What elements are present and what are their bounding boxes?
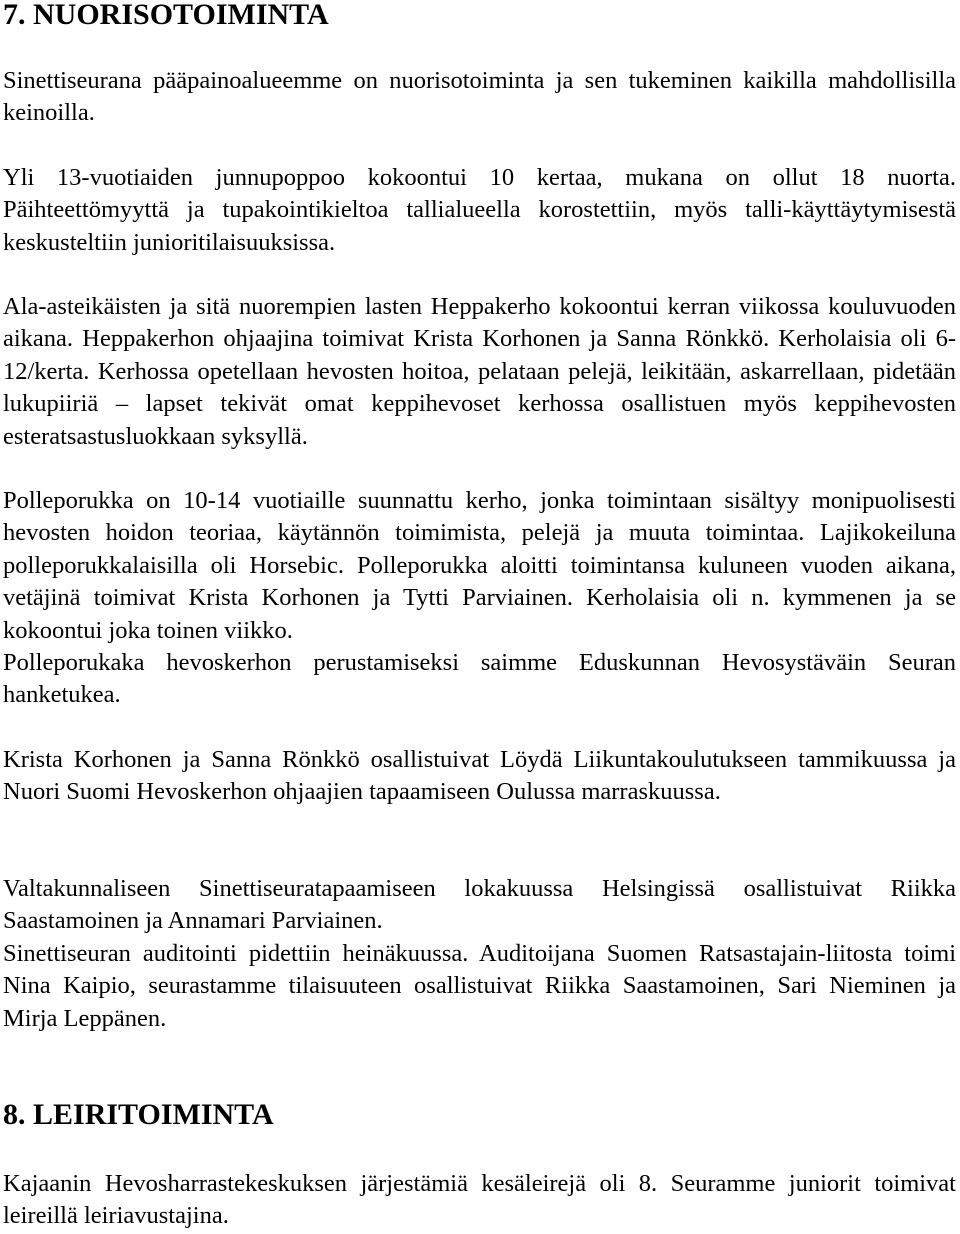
paragraph-polleporukka: Polleporukka on 10-14 vuotiaille suunnattu kerho, jonka toimintaan sisältyy monipuolisesti hevosten hoidon teoriaa, käytännön toimimista, pelejä ja muuta toimintaa. Lajikokeiluna polleporukkalaisilla oli Horsebic. Polleporukka aloitti toimintansa kuluneen vuoden aikana, vetäjinä toimivat Krista Korhonen ja Tytti Parviainen. Kerholaisia oli n. kymmenen ja se kokoontui joka toinen viikko. [3,487,956,644]
paragraph-kesaleirit: Kajaanin Hevosharrastekeskuksen järjestämiä kesäleirejä oli 8. Seuramme juniorit toimivat leireillä leiriavustajina. [3,1170,956,1230]
paragraph-sinettiseuratapaaminen: Valtakunnaliseen Sinettiseuratapaamiseen lokakuussa Helsingissä osallistuivat Riikka Saastamoinen ja Annamari Parviainen. [3,875,956,935]
paragraph-hanketuki: Polleporukaka hevoskerhon perustamiseksi saimme Eduskunnan Hevosystäväin Seuran hanketukea. [3,649,956,709]
paragraph-heppakerho: Ala-asteikäisten ja sitä nuorempien lasten Heppakerho kokoontui kerran viikossa kouluvuoden aikana. Heppakerhon ohjaajina toimivat Krista Korhonen ja Sanna Rönkkö. Kerholaisia oli 6-12/kerta. Kerhossa opetellaan hevosten hoitoa, pelataan pelejä, leikitään, askarrellaan, pidetään lukupiiriä – lapset tekivät omat keppihevoset kerhossa osallistuen myös keppihevosten esteratsastusluokkaan syksyllä. [3,293,956,450]
paragraph-auditointi: Sinettiseuran auditointi pidettiin heinäkuussa. Auditoijana Suomen Ratsastajain-liitosta toimi Nina Kaipio, seurastamme tilaisuuteen osallistuivat Riikka Saastamoinen, Sari Nieminen ja Mirja Leppänen. [3,940,956,1032]
paragraph-junnupoppoo: Yli 13-vuotiaiden junnupoppoo kokoontui 10 kertaa, mukana on ollut 18 nuorta. Päihteettömyyttä ja tupakointikieltoa tallialueella korostettiin, myös talli-käyttäytymisestä keskusteltiin junioritilaisuuksissa. [3,164,956,256]
paragraph-koulutus: Krista Korhonen ja Sanna Rönkkö osallistuivat Löydä Liikuntakoulutukseen tammikuussa ja Nuori Suomi Hevoskerhon ohjaajien tapaamiseen Oulussa marraskuussa. [3,746,956,806]
section-heading-leiritoiminta: 8. LEIRITOIMINTA [3,1098,274,1131]
section-heading-nuorisotoiminta: 7. NUORISOTOIMINTA [3,0,329,31]
paragraph-intro: Sinettiseurana pääpainoalueemme on nuorisotoiminta ja sen tukeminen kaikilla mahdollisilla keinoilla. [3,67,956,127]
